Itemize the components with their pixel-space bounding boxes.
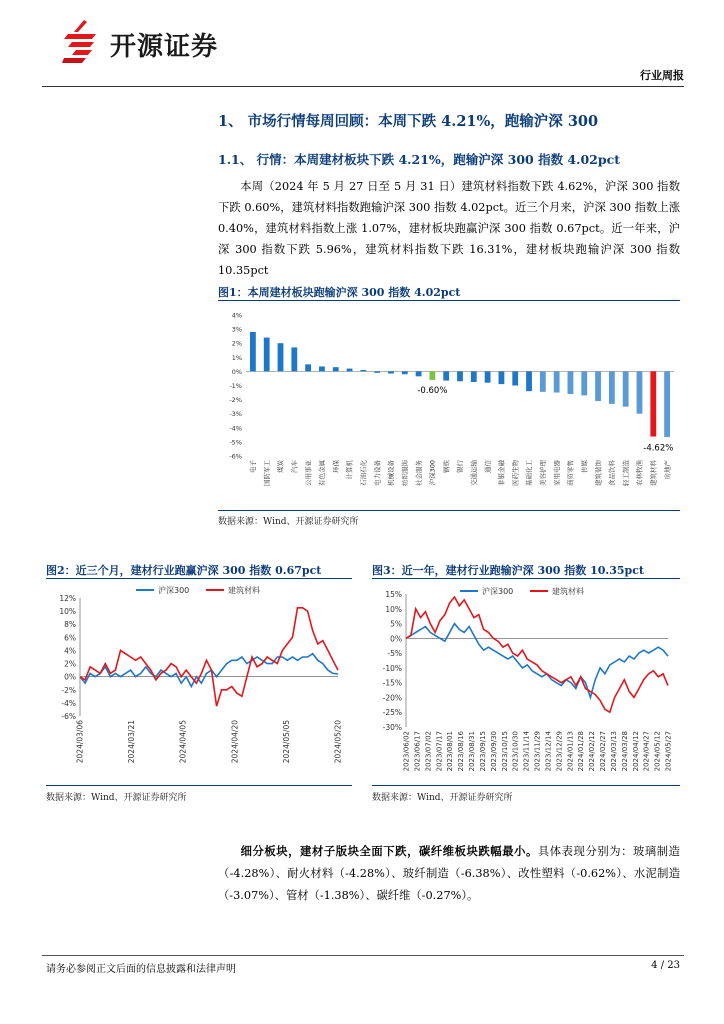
fig3-ytick-label: -15% [382,678,402,688]
fig3-ytick-label: -20% [382,693,402,703]
fig1-category-label: 煤炭 [276,460,285,473]
fig2-xtick-label: 2024/04/20 [230,720,240,764]
fig1-ytick-label: -5% [229,438,242,447]
fig1-bar [360,370,366,371]
fig1-bar [443,371,449,380]
fig3-ytick-label: -30% [382,723,402,732]
fig3-xtick-label: 2023/09/15 [478,731,487,772]
fig1-category-label: 家用电器 [552,460,561,486]
fig1-category-label: 商贸零售 [566,460,575,486]
fig2-ytick-label: -2% [61,685,76,695]
fig1-bar [554,371,560,392]
fig1-bar [429,371,435,379]
fig1-ytick-label: -6% [229,452,242,461]
fig2-xtick-label: 2024/05/05 [281,720,291,764]
fig1-category-label: 银行 [456,460,465,473]
fig1-bar [388,371,394,373]
fig1-category-label: 社会服务 [414,460,423,486]
subsection-heading: 1.1、 行情：本周建材板块下跌 4.21%，跑输沪深 300 指数 4.02pct [218,152,620,167]
fig3-xtick-label: 2024/04/12 [631,731,640,772]
fig3-xtick-label: 2024/05/27 [664,731,673,772]
fig2-xtick-label: 2024/04/05 [178,720,188,764]
fig1-category-label: 汽车 [290,460,299,473]
fig1-bar [319,366,325,371]
fig3-series-line [406,597,668,712]
fig1-bar [278,343,284,371]
fig1-bar [664,371,670,437]
fig1-bar [402,371,408,374]
fig1-bar [471,371,477,382]
page-number: 4 / 23 [651,960,680,971]
fig3-legend-label: 沪深300 [482,587,514,596]
fig2-ytick-label: 2% [64,659,76,669]
fig1-title: 图1：本周建材板块跑输沪深 300 指数 4.02pct [218,286,461,299]
fig1-bar [595,371,601,401]
footer-disclaimer: 请务必参阅正文后面的信息披露和法律声明 [46,964,236,975]
fig3-xtick-label: 2024/01/13 [566,731,575,772]
fig1-bar [609,371,615,403]
fig1-category-label: 基础化工 [525,460,534,486]
fig1-category-label: 医药生物 [511,460,520,486]
fig2-ytick-label: 10% [59,607,76,617]
subsector-detail: 具体表现分别为：玻璃制造（-4.28%）、耐火材料（-4.28%）、玻纤制造（-6.38%）、改性塑料（-0.62%）、水泥制造（-3.07%）、管材（-1.38%）、碳纤维（-0.27%）。 [218,845,680,902]
fig2-series-line [80,608,338,706]
fig3-series-line [406,624,668,698]
fig1-bar [623,371,629,406]
fig1-bar [540,371,546,391]
fig2-source: 数据来源：Wind、开源证券研究所 [46,793,187,803]
fig2-xtick-label: 2024/03/06 [75,720,85,764]
fig3-ytick-label: 10% [385,604,402,614]
fig3-ytick-label: 15% [385,590,402,599]
company-logo [62,18,262,70]
fig3-xtick-label: 2023/10/30 [511,731,520,772]
fig2-ytick-label: 0% [64,672,76,682]
fig3-bottom-rule [372,785,680,786]
fig1-bar [291,347,297,371]
fig1-category-label: 交通运输 [470,460,479,486]
fig1-category-label: 建筑装饰 [594,460,603,486]
fig2-title: 图2：近三个月，建材行业跑赢沪深 300 指数 0.67pct [46,564,322,577]
fig3-ytick-label: -25% [382,708,402,718]
fig3-xtick-label: 2024/02/27 [599,731,607,772]
fig1-bar [305,364,311,371]
fig1-ytick-label: 4% [231,311,242,320]
fig2-ytick-label: 8% [64,620,76,630]
fig1-ytick-label: -3% [229,410,242,419]
fig1-category-label: 计算机 [345,460,354,480]
fig3-title: 图3：近一年，建材行业跑输沪深 300 指数 10.35pct [372,564,645,577]
fig2-line-chart [46,582,352,780]
fig3-xtick-label: 2023/11/29 [533,731,542,772]
fig1-category-label: 食品饮料 [608,460,617,486]
summary-paragraph [218,176,680,281]
fig3-xtick-label: 2024/01/28 [577,731,586,772]
fig1-bar [650,371,656,436]
fig1-ytick-label: 0% [231,367,242,376]
fig3-xtick-label: 2024/03/13 [609,731,618,772]
fig3-xtick-label: 2024/05/12 [653,731,662,772]
fig1-bottom-rule [218,510,680,511]
fig3-ytick-label: 0% [390,634,402,644]
fig1-category-label: 电子 [249,460,258,473]
fig1-ytick-label: 3% [231,325,242,334]
fig1-bar [512,371,518,385]
fig1-category-label: 房地产 [663,460,672,480]
fig3-xtick-label: 2023/12/29 [555,731,564,772]
report-type: 行业周报 [640,69,684,82]
fig1-data-label: -4.62% [643,443,674,454]
fig1-ytick-label: -2% [229,396,242,405]
fig1-category-label: 钢铁 [442,460,451,473]
fig2-ytick-label: 12% [59,594,76,603]
fig1-source: 数据来源：Wind、开源证券研究所 [218,517,359,527]
fig1-category-label: 沪深300 [428,460,437,486]
fig2-ytick-label: -6% [61,712,76,721]
fig2-top-rule [46,578,352,579]
fig3-legend-label: 建筑材料 [552,587,584,596]
fig1-bar [568,371,574,394]
fig3-top-rule [372,578,680,579]
fig2-legend-label: 沪深300 [158,586,190,595]
subsector-lead: 细分板块，建材子版块全面下跌，碳纤维板块跌幅最小。 [240,844,538,858]
fig1-bar-chart [218,305,680,510]
fig1-category-label: 电力设备 [373,460,382,486]
fig3-ytick-label: -10% [382,663,402,673]
fig1-bar [637,371,643,413]
fig1-category-label: 公用事业 [304,460,313,486]
fig1-category-label: 国防军工 [262,460,271,486]
fig3-xtick-label: 2023/06/17 [413,731,422,772]
fig2-ytick-label: 6% [64,633,76,643]
fig1-bar [416,371,422,376]
fig3-xtick-label: 2023/07/02 [424,731,433,772]
fig1-category-label: 石油石化 [359,460,368,486]
fig1-category-label: 机械设备 [387,460,396,486]
fig3-ytick-label: -5% [387,649,402,659]
fig1-bar [333,367,339,371]
fig1-category-label: 通信 [483,460,492,473]
fig1-category-label: 环保 [331,460,340,473]
fig1-category-label: 非银金融 [497,460,506,486]
fig1-category-label: 美容护理 [539,460,548,486]
header-divider [42,86,684,87]
fig1-ytick-label: -1% [229,382,242,390]
footer-divider [42,955,684,956]
fig1-category-label: 有色金属 [318,460,327,486]
fig1-category-label: 农林牧渔 [635,460,644,486]
fig1-bar [457,371,463,381]
fig2-xtick-label: 2024/03/21 [127,720,137,764]
subsector-paragraph [218,840,680,907]
fig1-bar [347,369,353,372]
summary-text: 本周（2024 年 5 月 27 日至 5 月 31 日）建筑材料指数下跌 4.62%，沪深 300 指数下跌 0.60%，建筑材料指数跑输沪深 300 指数 4.02pct。近三个月来，沪深 300 指数上涨 0.40%，建筑材料指数上涨 1.07%，建材板块跑赢沪深 300 指数 0.67pct。近一年来，沪深 300 指数下跌 5.96%，建筑材料指数下跌 16.31%，建材板块跑输沪深 300 指数 10.35pct [218,180,680,277]
fig1-bar [250,332,256,371]
fig3-ytick-label: 5% [390,619,402,629]
fig3-xtick-label: 2024/04/27 [642,731,651,772]
fig1-data-label: -0.60% [417,385,448,396]
fig1-bar [264,338,270,372]
fig1-bar [374,371,380,372]
fig3-xtick-label: 2023/08/01 [446,731,455,772]
fig3-xtick-label: 2024/02/12 [588,731,597,772]
fig3-source: 数据来源：Wind、开源证券研究所 [372,793,513,803]
logo-mark-icon [62,18,102,64]
fig3-xtick-label: 2023/07/17 [435,731,444,772]
fig2-bottom-rule [46,785,352,786]
company-name: 开源证券 [110,32,219,62]
fig1-category-label: 传媒 [580,460,589,473]
fig1-category-label: 纺织服饰 [400,460,409,486]
fig3-xtick-label: 2023/11/14 [522,731,531,772]
fig3-xtick-label: 2023/08/16 [457,731,466,772]
fig1-bar [485,371,491,382]
fig3-xtick-label: 2024/03/28 [620,731,629,772]
fig2-legend-label: 建筑材料 [228,586,260,595]
fig3-xtick-label: 2023/09/30 [489,731,498,772]
fig3-xtick-label: 2023/06/02 [402,731,411,772]
fig3-xtick-label: 2023/08/31 [468,731,476,772]
fig1-top-rule [218,300,680,301]
fig1-category-label: 轻工制造 [621,460,630,486]
fig1-ytick-label: 1% [231,353,242,362]
fig2-ytick-label: -4% [61,698,76,708]
fig1-bar [499,371,505,384]
fig3-line-chart [372,582,680,780]
fig1-bar [526,371,532,391]
fig2-ytick-label: 4% [64,646,76,656]
fig1-ytick-label: 2% [231,339,242,348]
fig1-bar [581,371,587,395]
fig3-xtick-label: 2023/10/15 [500,731,509,772]
fig2-xtick-label: 2024/05/20 [333,720,343,764]
section-heading: 1、 市场行情每周回顾：本周下跌 4.21%，跑输沪深 300 [218,113,599,130]
fig1-category-label: 建筑材料 [649,460,658,486]
fig3-xtick-label: 2023/12/14 [544,731,553,772]
fig1-ytick-label: -4% [229,424,242,433]
